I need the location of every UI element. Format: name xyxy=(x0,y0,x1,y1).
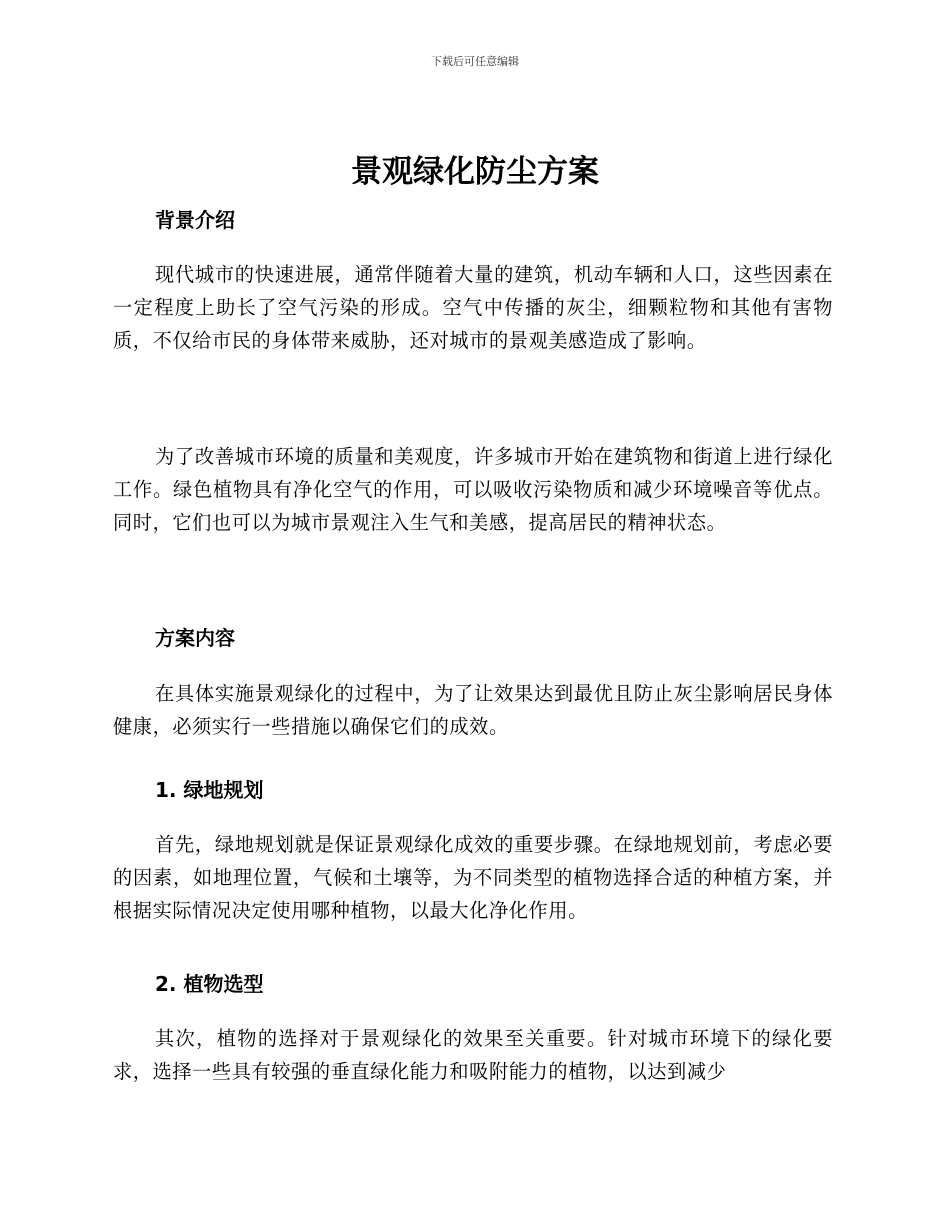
header-note: 下载后可任意编辑 xyxy=(431,55,519,68)
section-heading-plan-content: 方案内容 xyxy=(155,626,235,650)
paragraph-plan-content: 在具体实施景观绿化的过程中，为了让效果达到最优且防止灰尘影响居民身体健康，必须实行一些措施以确保它们的成效。 xyxy=(113,682,833,738)
section-heading-background: 背景介绍 xyxy=(155,208,235,232)
paragraph-plant-selection: 其次，植物的选择对于景观绿化的效果至关重要。针对城市环境下的绿化要求，选择一些具有较强的垂直绿化能力和吸附能力的植物，以达到减少 xyxy=(113,1027,833,1083)
paragraph-background-2: 为了改善城市环境的质量和美观度，许多城市开始在建筑物和街道上进行绿化工作。绿色植物具有净化空气的作用，可以吸收污染物质和减少环境噪音等优点。同时，它们也可以为城市景观注入生气和美感，提高居民的精神状态。 xyxy=(113,445,833,534)
document-title: 景观绿化防尘方案 xyxy=(351,154,599,190)
section-heading-plant-selection: 2. 植物选型 xyxy=(155,972,264,996)
paragraph-background-1: 现代城市的快速进展，通常伴随着大量的建筑，机动车辆和人口，这些因素在一定程度上助长了空气污染的形成。空气中传播的灰尘，细颗粒物和其他有害物质，不仅给市民的身体带来威胁，还对城市的景观美感造成了影响。 xyxy=(113,263,833,352)
paragraph-green-planning: 首先，绿地规划就是保证景观绿化成效的重要步骤。在绿地规划前，考虑必要的因素，如地理位置，气候和土壤等，为不同类型的植物选择合适的种植方案，并根据实际情况决定使用哪种植物，以最大化净化作用。 xyxy=(113,833,833,922)
section-heading-green-planning: 1. 绿地规划 xyxy=(155,778,264,802)
